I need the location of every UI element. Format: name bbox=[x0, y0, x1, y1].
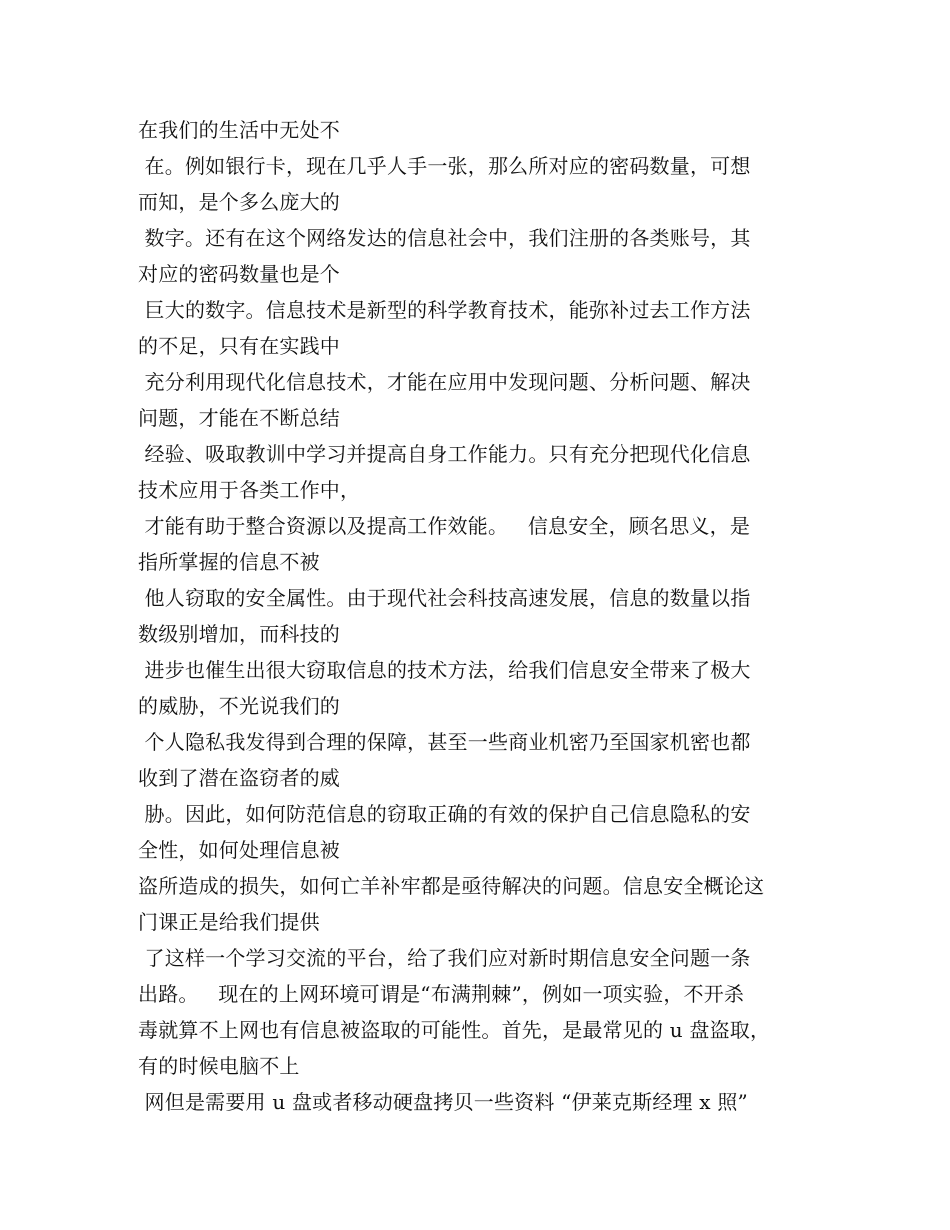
text-line-25: 出路。 现在的上网环境可谓是“布满荆棘”，例如一项实验，不开杀 bbox=[138, 982, 745, 1006]
text-line-17: 的威胁，不光说我们的 bbox=[138, 694, 340, 718]
text-line-19: 收到了潜在盗窃者的威 bbox=[138, 766, 340, 790]
text-line-8: 充分利用现代化信息技术，才能在应用中发现问题、分析问题、解决 bbox=[138, 370, 751, 394]
text-line-21: 全性，如何处理信息被 bbox=[138, 838, 340, 862]
text-line-24: 了这样一个学习交流的平台，给了我们应对新时期信息安全问题一条 bbox=[138, 946, 751, 970]
text-line-18: 个人隐私我发得到合理的保障，甚至一些商业机密乃至国家机密也都 bbox=[138, 730, 751, 754]
text-line-3: 而知，是个多么庞大的 bbox=[138, 190, 340, 214]
text-line-1: 在我们的生活中无处不 bbox=[138, 118, 340, 142]
text-line-4: 数字。还有在这个网络发达的信息社会中，我们注册的各类账号，其 bbox=[138, 226, 751, 250]
text-line-12: 才能有助于整合资源以及提高工作效能。 信息安全，顾名思义，是 bbox=[138, 514, 751, 538]
text-line-5: 对应的密码数量也是个 bbox=[138, 262, 340, 286]
text-line-20: 胁。因此，如何防范信息的窃取正确的有效的保护自己信息隐私的安 bbox=[138, 802, 751, 826]
text-line-14: 他人窃取的安全属性。由于现代社会科技高速发展，信息的数量以指 bbox=[138, 586, 751, 610]
text-line-15: 数级别增加，而科技的 bbox=[138, 622, 340, 646]
text-line-7: 的不足，只有在实践中 bbox=[138, 334, 340, 358]
text-line-26: 毒就算不上网也有信息被盗取的可能性。首先，是最常见的 u 盘盗取， bbox=[138, 1018, 771, 1042]
text-line-13: 指所掌握的信息不被 bbox=[138, 550, 320, 574]
text-line-16: 进步也催生出很大窃取信息的技术方法，给我们信息安全带来了极大 bbox=[138, 658, 751, 682]
text-line-23: 门课正是给我们提供 bbox=[138, 910, 320, 934]
text-line-10: 经验、吸取教训中学习并提高自身工作能力。只有充分把现代化信息 bbox=[138, 442, 751, 466]
text-line-9: 问题，才能在不断总结 bbox=[138, 406, 340, 430]
text-line-6: 巨大的数字。信息技术是新型的科学教育技术，能弥补过去工作方法 bbox=[138, 298, 751, 322]
text-line-11: 技术应用于各类工作中， bbox=[138, 478, 361, 502]
text-line-2: 在。例如银行卡，现在几乎人手一张，那么所对应的密码数量，可想 bbox=[138, 154, 751, 178]
text-line-22: 盗所造成的损失，如何亡羊补牢都是亟待解决的问题。信息安全概论这 bbox=[138, 874, 765, 898]
text-line-28: 网但是需要用 u 盘或者移动硬盘拷贝一些资料 “伊莱克斯经理 x 照” bbox=[138, 1090, 748, 1114]
text-line-27: 有的时候电脑不上 bbox=[138, 1054, 300, 1078]
document-body bbox=[138, 112, 818, 1120]
